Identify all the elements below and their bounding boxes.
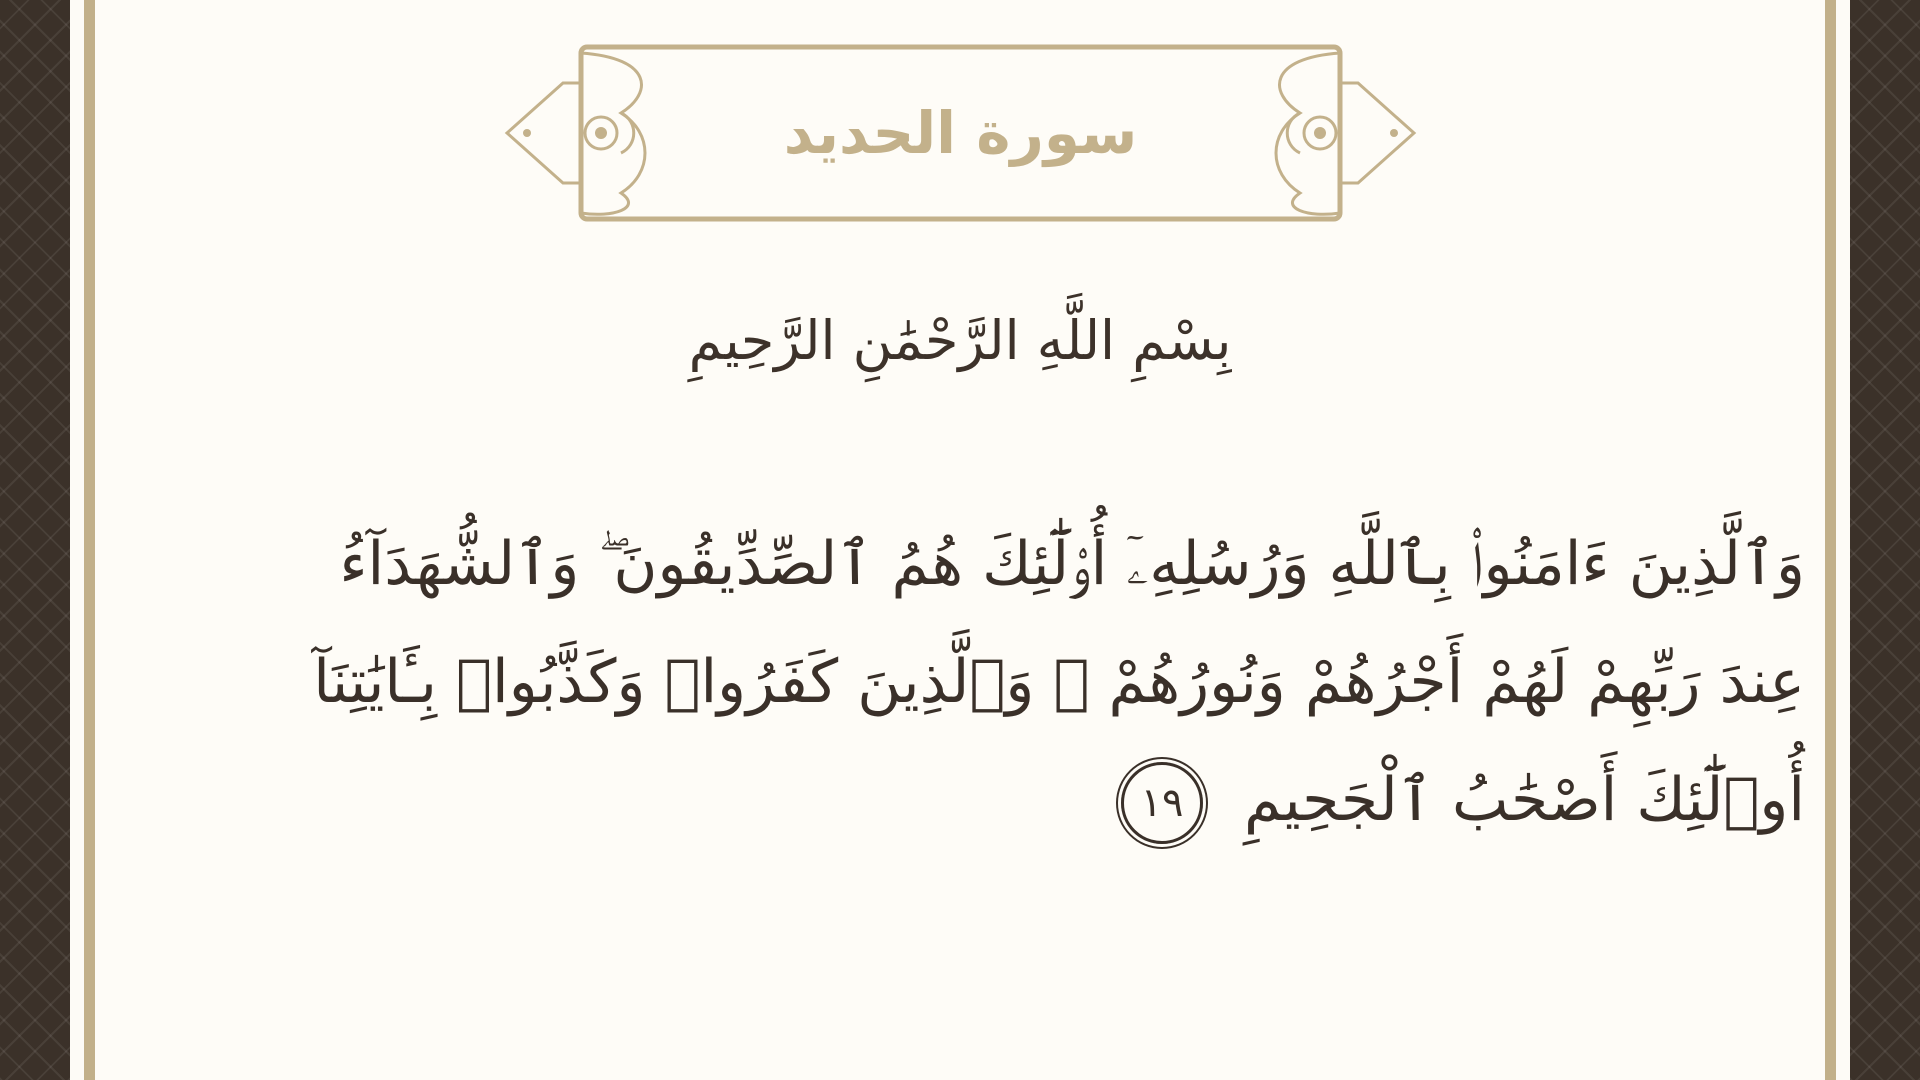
verse-line: عِندَ رَبِّهِمْ لَهُمْ أَجْرُهُمْ وَنُورُهُمْ ۖ وَٱلَّذِينَ كَفَرُوا۟ وَكَذَّبُوا۟ بِـَٔايَٰتِنَآ bbox=[313, 647, 1805, 717]
surah-title-frame bbox=[503, 43, 1418, 223]
right-ornamental-border bbox=[1850, 0, 1920, 1080]
verse-line-text: أُو۟لَٰٓئِكَ أَصْحَٰبُ ٱلْجَحِيمِ bbox=[1244, 765, 1805, 835]
surah-title: سورة الحديد bbox=[783, 99, 1138, 167]
left-ornamental-border bbox=[0, 0, 70, 1080]
left-gold-rule bbox=[84, 0, 95, 1080]
verse-line: وَٱلَّذِينَ ءَامَنُوا۟ بِٱللَّهِ وَرُسُلِهِۦٓ أُو۟لَٰٓئِكَ هُمُ ٱلصِّدِّيقُونَ ۖ وَٱلشُّهَدَآءُ bbox=[339, 529, 1805, 599]
basmala-calligraphy: بِسْمِ اللَّهِ الرَّحْمَٰنِ الرَّحِيمِ bbox=[688, 308, 1232, 372]
right-gold-rule bbox=[1825, 0, 1836, 1080]
ayah-number-medallion: ١٩ bbox=[1121, 762, 1203, 844]
verse-text bbox=[313, 505, 1805, 859]
verse-line-last bbox=[330, 741, 1805, 859]
